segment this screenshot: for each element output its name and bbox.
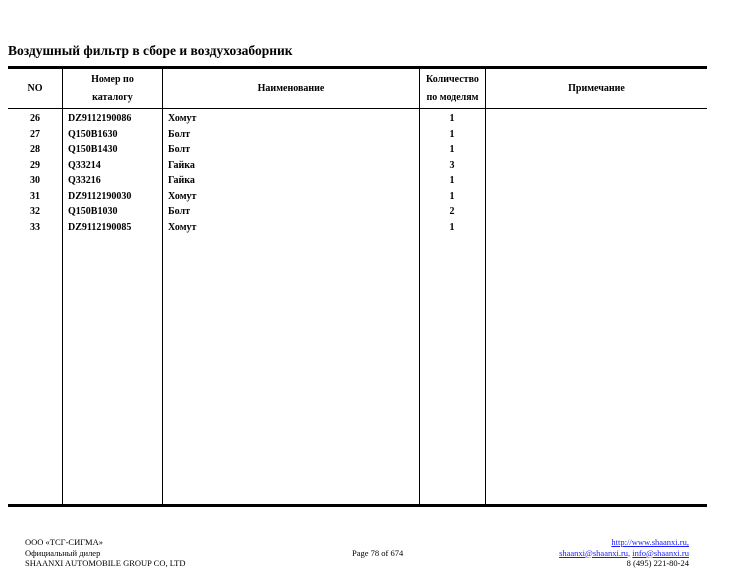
cell-qty: 1 xyxy=(449,113,455,124)
cell-name: Гайка xyxy=(168,175,195,186)
cell-qty: 1 xyxy=(449,128,455,140)
footer-group: SHAANXI AUTOMOBILE GROUP CO, LTD xyxy=(25,558,186,568)
header-qty-line2: по моделям xyxy=(426,91,479,103)
footer-phone: 8 (495) 221-80-24 xyxy=(626,558,689,568)
table-row xyxy=(8,111,707,127)
cell-qty: 1 xyxy=(449,221,455,233)
table-header-rule xyxy=(8,108,707,109)
header-qty-line1: Количество xyxy=(426,73,479,85)
footer-dealer: Официальный дилер xyxy=(25,547,101,558)
footer-company: ООО «ТСГ-СИГМА» xyxy=(25,537,103,547)
cell-no: 28 xyxy=(30,144,40,155)
header-quantity xyxy=(420,69,485,108)
cell-catalog: Q150B1030 xyxy=(68,206,118,217)
cell-qty: 1 xyxy=(449,190,455,202)
website-link[interactable]: http://www.shaanxi.ru, xyxy=(611,537,689,547)
page-title: Воздушный фильтр в сборе и воздухозаборник xyxy=(8,43,293,58)
table-bottom-rule xyxy=(8,504,707,507)
table-row xyxy=(8,189,707,205)
email-link-info[interactable]: info@shaanxi.ru xyxy=(632,547,689,558)
cell-name: Гайка xyxy=(168,159,195,171)
cell-no: 26 xyxy=(30,113,40,124)
header-no: NO xyxy=(27,82,43,94)
cell-no: 31 xyxy=(30,190,40,202)
footer-company-block xyxy=(25,537,186,569)
cell-no: 32 xyxy=(30,206,40,217)
cell-name: Болт xyxy=(168,128,191,140)
cell-qty: 3 xyxy=(449,159,455,171)
page-number: Page 78 of 674 xyxy=(352,547,404,558)
cell-name: Хомут xyxy=(168,190,197,202)
table-row xyxy=(8,158,707,174)
table-row xyxy=(8,173,707,189)
table-body xyxy=(8,111,707,235)
cell-name: Болт xyxy=(168,206,191,217)
header-catalog-number xyxy=(63,69,162,108)
cell-name: Хомут xyxy=(168,113,197,124)
cell-name: Болт xyxy=(168,144,191,155)
parts-table xyxy=(8,66,707,507)
table-row xyxy=(8,142,707,158)
cell-catalog: DZ9112190086 xyxy=(68,113,132,124)
cell-qty: 1 xyxy=(449,144,455,155)
cell-catalog: Q33214 xyxy=(68,159,101,171)
cell-catalog: Q33216 xyxy=(68,175,101,186)
header-catalog-line1: Номер по xyxy=(91,73,134,85)
table-row xyxy=(8,220,707,236)
cell-no: 33 xyxy=(30,221,40,233)
table-row xyxy=(8,204,707,220)
cell-catalog: Q150B1430 xyxy=(68,144,118,155)
email-link-shaanxi[interactable]: shaanxi@shaanxi.ru, xyxy=(559,547,631,558)
cell-catalog: DZ9112190085 xyxy=(68,221,132,233)
cell-no: 27 xyxy=(30,128,40,140)
header-note: Примечание xyxy=(568,82,625,94)
cell-catalog: Q150B1630 xyxy=(68,128,118,140)
cell-no: 29 xyxy=(30,159,40,171)
cell-name: Хомут xyxy=(168,221,197,233)
cell-qty: 1 xyxy=(449,175,455,186)
footer-contacts xyxy=(559,537,689,569)
cell-qty: 2 xyxy=(449,206,455,217)
cell-no: 30 xyxy=(30,175,40,186)
header-catalog-line2: каталогу xyxy=(92,91,133,103)
table-row xyxy=(8,127,707,143)
header-name: Наименование xyxy=(257,82,325,94)
cell-catalog: DZ9112190030 xyxy=(68,190,132,202)
